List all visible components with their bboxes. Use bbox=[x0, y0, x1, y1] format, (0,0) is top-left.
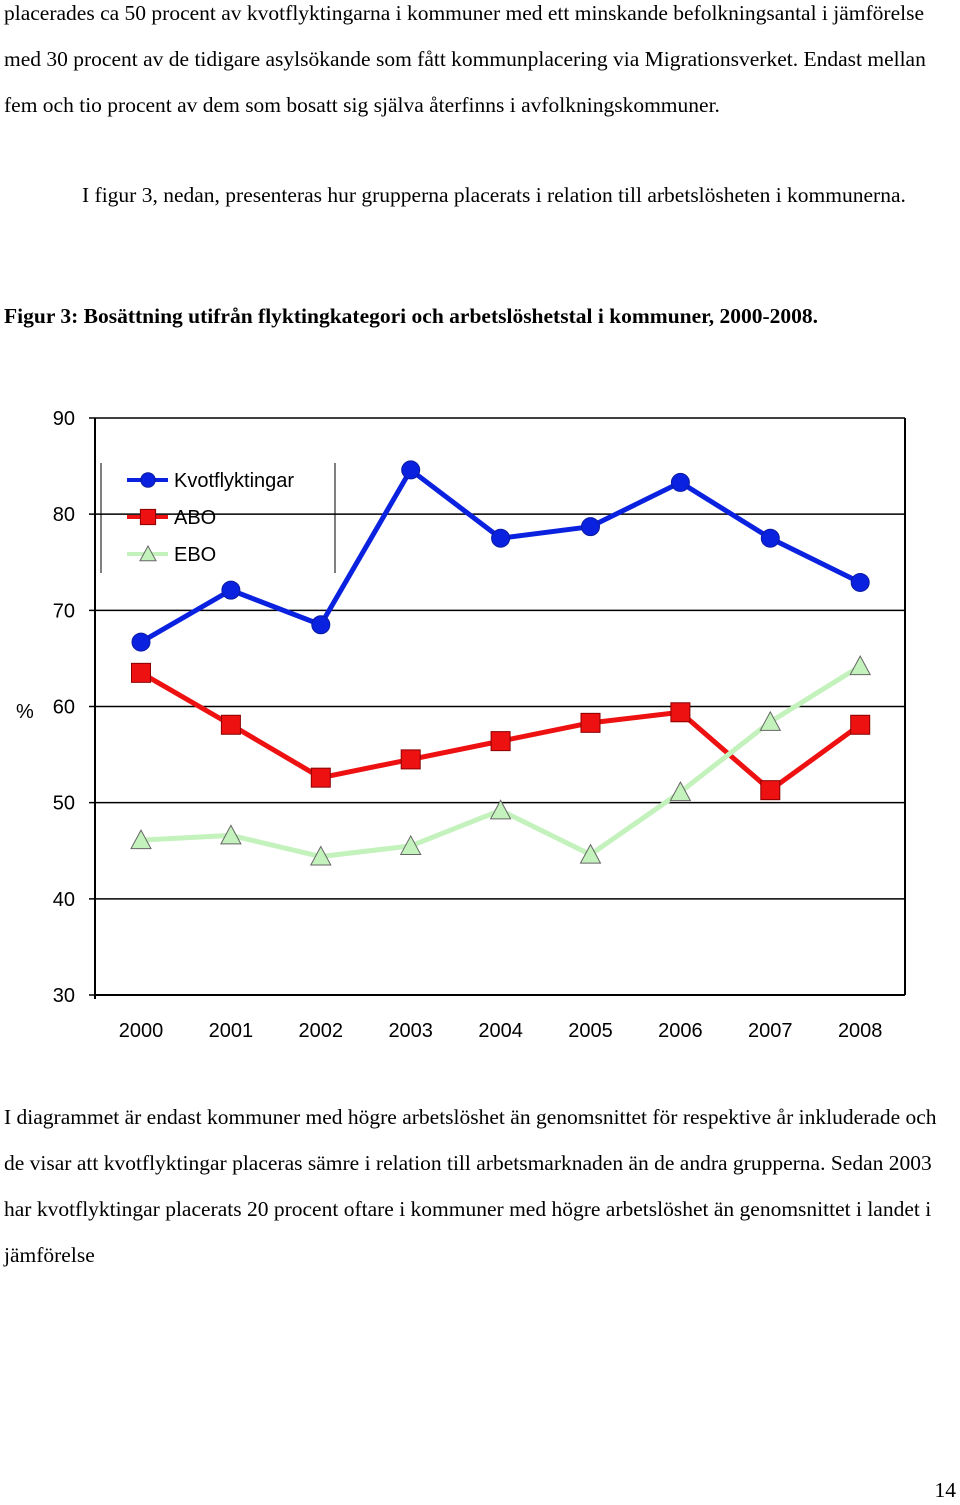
axes bbox=[95, 418, 905, 999]
gridlines bbox=[89, 418, 905, 995]
intro-paragraph: placerades ca 50 procent av kvotflyktingarna i kommuner med ett minskande befolkningsantal i jämförelse med 30 procent av de tidigare asylsökande som fått kommunplacering via Migrationsverket. Endast mellan fem och tio procent av dem som bosatt sig själva återfinns i avfolkningskommuner. bbox=[4, 1, 926, 117]
series-ebo bbox=[131, 656, 870, 865]
data-point bbox=[221, 715, 240, 734]
x-tick-label: 2004 bbox=[478, 1020, 523, 1042]
x-tick-label: 2000 bbox=[118, 1020, 164, 1042]
y-tick-label: 90 bbox=[52, 408, 75, 430]
x-tick-label: 2001 bbox=[208, 1020, 254, 1042]
figure-reference-paragraph: I figur 3, nedan, presenteras hur grupperna placerats i relation till arbetslösheten i kommunerna. bbox=[82, 183, 906, 207]
y-tick-label: 30 bbox=[52, 985, 75, 1007]
y-tick-label: 70 bbox=[52, 600, 75, 623]
x-tick-label: 2003 bbox=[388, 1020, 433, 1042]
line-chart bbox=[0, 395, 960, 1055]
x-tick-label: 2002 bbox=[298, 1020, 344, 1042]
data-point bbox=[761, 781, 780, 800]
data-point bbox=[401, 750, 420, 769]
legend-label: Kvotflyktingar bbox=[174, 470, 295, 492]
legend-label: ABO bbox=[174, 507, 217, 529]
legend-marker bbox=[140, 509, 155, 524]
data-point bbox=[671, 703, 690, 722]
data-point bbox=[402, 461, 420, 479]
data-point bbox=[492, 529, 510, 547]
data-point bbox=[581, 713, 600, 732]
data-point bbox=[222, 581, 240, 599]
x-tick-label: 2008 bbox=[837, 1020, 883, 1042]
data-point bbox=[132, 663, 151, 682]
legend-label: EBO bbox=[174, 544, 217, 566]
x-tick-labels bbox=[119, 1020, 883, 1042]
y-tick-label: 50 bbox=[52, 792, 75, 815]
x-tick-label: 2005 bbox=[568, 1020, 613, 1042]
data-point bbox=[312, 616, 330, 634]
data-point bbox=[851, 715, 870, 734]
y-tick-label: 40 bbox=[52, 888, 75, 911]
legend-marker bbox=[141, 473, 155, 487]
data-point bbox=[582, 518, 600, 536]
page-number: 14 bbox=[934, 1478, 956, 1502]
series-line bbox=[141, 666, 860, 856]
y-tick-labels bbox=[53, 408, 75, 1007]
series-line bbox=[141, 470, 860, 642]
y-tick-label: 60 bbox=[52, 696, 75, 719]
data-point bbox=[761, 529, 779, 547]
data-point bbox=[132, 633, 150, 651]
series-lines bbox=[131, 461, 870, 865]
x-tick-label: 2007 bbox=[748, 1020, 793, 1042]
data-point bbox=[850, 656, 870, 675]
figure-caption: Figur 3: Bosättning utifrån flyktingkategori och arbetslöshetstal i kommuner, 2000-2008. bbox=[4, 304, 819, 328]
data-point bbox=[671, 473, 689, 491]
legend bbox=[101, 463, 335, 573]
data-point bbox=[491, 732, 510, 751]
x-tick-label: 2006 bbox=[658, 1020, 703, 1042]
y-tick-label: 80 bbox=[52, 504, 75, 527]
conclusion-paragraph: I diagrammet är endast kommuner med högre arbetslöshet än genomsnittet för respektive år inkluderade och de visar att kvotflyktingar placeras sämre i relation till arbetsmarknaden än de andra grupperna. Sedan 2003 har kvotflyktingar placerats 20 procent oftare i kommuner med högre arbetslöshet än genomsnittet i landet i jämförelse bbox=[4, 1105, 937, 1267]
data-point bbox=[851, 573, 869, 591]
data-point bbox=[311, 768, 330, 787]
y-axis-label: % bbox=[16, 701, 34, 723]
